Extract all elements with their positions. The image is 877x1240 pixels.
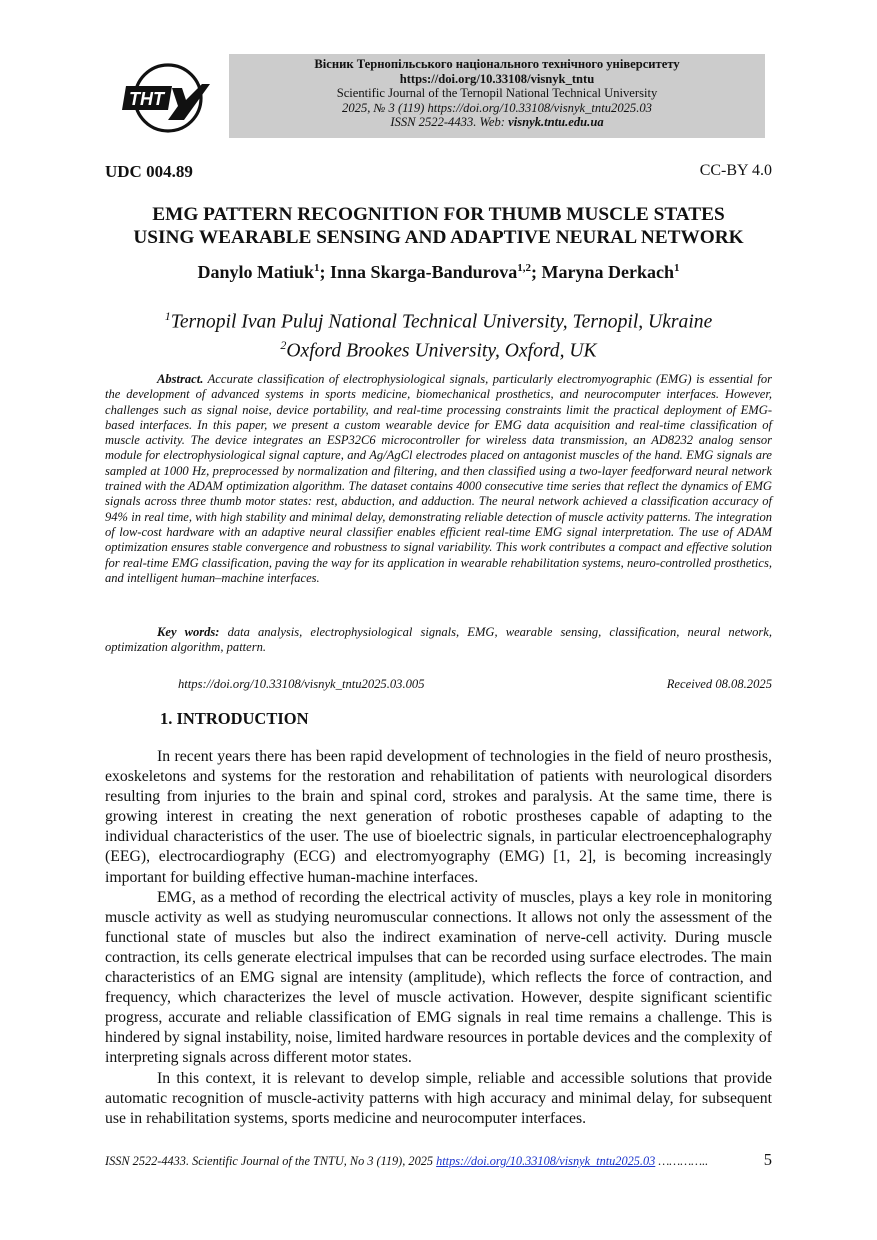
- paragraph: In recent years there has been rapid development of technologies in the field of neuro prosthesis, exoskeletons and systems for the restoration and rehabilitation of patients with neurological disorders resulting from injuries to the brain and spinal cord, strokes and paralysis. At the same time, there is growing interest in creating the next generation of robotic prostheses capable of adapting to the individual characteristics of the user. The use of bioelectric signals, in particular electroencephalography (EEG), electrocardiography (ECG) and electromyography (EMG) [1, 2], is becoming increasingly important for building effective human-machine interfaces.: [105, 748, 772, 886]
- author-list: [100, 262, 777, 283]
- page-number: 5: [763, 1150, 772, 1169]
- license: CC-BY 4.0: [699, 162, 772, 179]
- author-affiliation-mark: 1: [314, 262, 320, 274]
- keywords-label: Key words:: [157, 625, 220, 639]
- author-affiliation-mark: 1: [674, 262, 680, 274]
- paragraph: In this context, it is relevant to develop simple, reliable and accessible solutions that provide automatic recognition of muscle-activity patterns with high accuracy and minimal delay, for subsequent use in rehabilitation systems, sports medicine and neurocomputer interfaces.: [105, 1069, 772, 1127]
- body-text: [105, 747, 772, 1129]
- author-separator: ;: [319, 262, 331, 282]
- abstract-text: Accurate classification of electrophysiological signals, particularly electromyographic (EMG) is essential for the development of advanced systems in sports medicine, biomechanical prosthetics, and neurocomputer interfaces. However, challenges such as signal noise, device portability, and real-time processing constraints limit the practical deployment of EMG-based interfaces. In this paper, we present a custom wearable device for EMG data acquisition and real-time classification of muscle activity. The device integrates an ESP32C6 microcontroller for wireless data transmission, an AD8232 analog sensor module for electrophysiological signal capture, and Ag/AgCl electrodes placed on antagonist muscles of the hand. EMG signals are sampled at 1000 Hz, preprocessed by normalization and filtering, and then classified using a two-layer feedforward neural network trained with the ADAM optimization algorithm. The dataset contains 4000 consecutive time series that reflect the dynamics of EMG signals across three thumb motor states: rest, abduction, and adduction. The neural network achieved a classification accuracy of 94% in real time, with high stability and minimal delay, demonstrating reliable detection of muscle activity patterns. The integration of low-cost hardware with an adaptive neural classifier enables efficient real-time EMG signal interpretation. The use of ADAM optimization ensures stable convergence and robustness to signal variability. This work contributes a compact and effective solution for real-time EMG classification, paving the way for its application in wearable rehabilitation systems, neuro-controlled prosthetics, and intelligent human–machine interfaces.: [105, 372, 772, 585]
- author-name: Danylo Matiuk: [197, 262, 315, 282]
- journal-name-ua: Вісник Тернопільського національного технічного університету: [314, 57, 680, 71]
- author-affiliation-mark: 1,2: [517, 262, 532, 274]
- affiliations: [100, 305, 777, 362]
- keywords-text: data analysis, electrophysiological signals, EMG, wearable sensing, classification, neural network, optimization algorithm, pattern.: [105, 625, 772, 655]
- paper-title: [100, 203, 777, 249]
- affiliation-text: Ternopil Ivan Puluj National Technical University, Ternopil, Ukraine: [170, 311, 713, 333]
- issue-line: 2025, № 3 (119) https://doi.org/10.33108/visnyk_tntu2025.03: [342, 100, 652, 115]
- page-footer: [105, 1154, 772, 1169]
- tntu-logo-icon: [122, 58, 210, 136]
- author-separator: ;: [531, 262, 542, 282]
- abstract: [105, 372, 772, 586]
- footer-issue-link[interactable]: https://doi.org/10.33108/visnyk_tntu2025.03: [436, 1154, 656, 1168]
- received-date: Received 08.08.2025: [666, 677, 772, 691]
- journal-header-box: [229, 54, 765, 138]
- article-doi: https://doi.org/10.33108/visnyk_tntu2025.03.005: [178, 677, 425, 691]
- footer-dots: …………..: [655, 1154, 709, 1168]
- footer-text: ISSN 2522-4433. Scientific Journal of the TNTU, No 3 (119), 2025: [105, 1154, 437, 1168]
- author-name: Inna Skarga-Bandurova: [330, 262, 518, 282]
- abstract-label: Abstract.: [157, 372, 204, 386]
- issn-text: ISSN 2522-4433. Web:: [390, 115, 509, 130]
- title-line-2: USING WEARABLE SENSING AND ADAPTIVE NEURAL NETWORK: [133, 227, 744, 248]
- university-logo: [122, 58, 210, 136]
- svg-text:THT: THT: [129, 89, 164, 109]
- paragraph: EMG, as a method of recording the electrical activity of muscles, plays a key role in monitoring muscle activity as well as studying neuromuscular connections. It allows not only the assessment of the functional state of muscles but also the indirect examination of nerve-cell activity. During muscle contraction, its cells generate electrical impulses that can be recorded using surface electrodes. The main characteristics of an EMG signal are intensity (amplitude), which reflects the force of contraction, and frequency, which characterizes the level of muscle activation. However, despite significant scientific progress, accurate and reliable classification of EMG signals in real time remains a challenge. This is hindered by signal instability, noise, limited hardware resources in portable devices and the complexity of interpreting signals across different motor states.: [105, 888, 772, 1067]
- section-heading: 1. INTRODUCTION: [160, 709, 309, 728]
- affiliation-text: Oxford Brookes University, Oxford, UK: [286, 340, 597, 362]
- author-name: Maryna Derkach: [541, 262, 674, 282]
- journal-website: visnyk.tntu.edu.ua: [508, 115, 604, 130]
- affiliation: [100, 334, 777, 363]
- issn-line: [229, 115, 765, 130]
- affiliation: [100, 305, 777, 334]
- affiliation-mark: 1: [164, 309, 171, 323]
- udc-code: UDC 004.89: [105, 162, 193, 181]
- title-line-1: EMG PATTERN RECOGNITION FOR THUMB MUSCLE STATES: [152, 204, 725, 225]
- affiliation-mark: 2: [280, 337, 287, 352]
- journal-name-en: Scientific Journal of the Ternopil National Technical University: [336, 86, 658, 101]
- keywords: [105, 625, 772, 656]
- journal-doi: https://doi.org/10.33108/visnyk_tntu: [399, 71, 595, 86]
